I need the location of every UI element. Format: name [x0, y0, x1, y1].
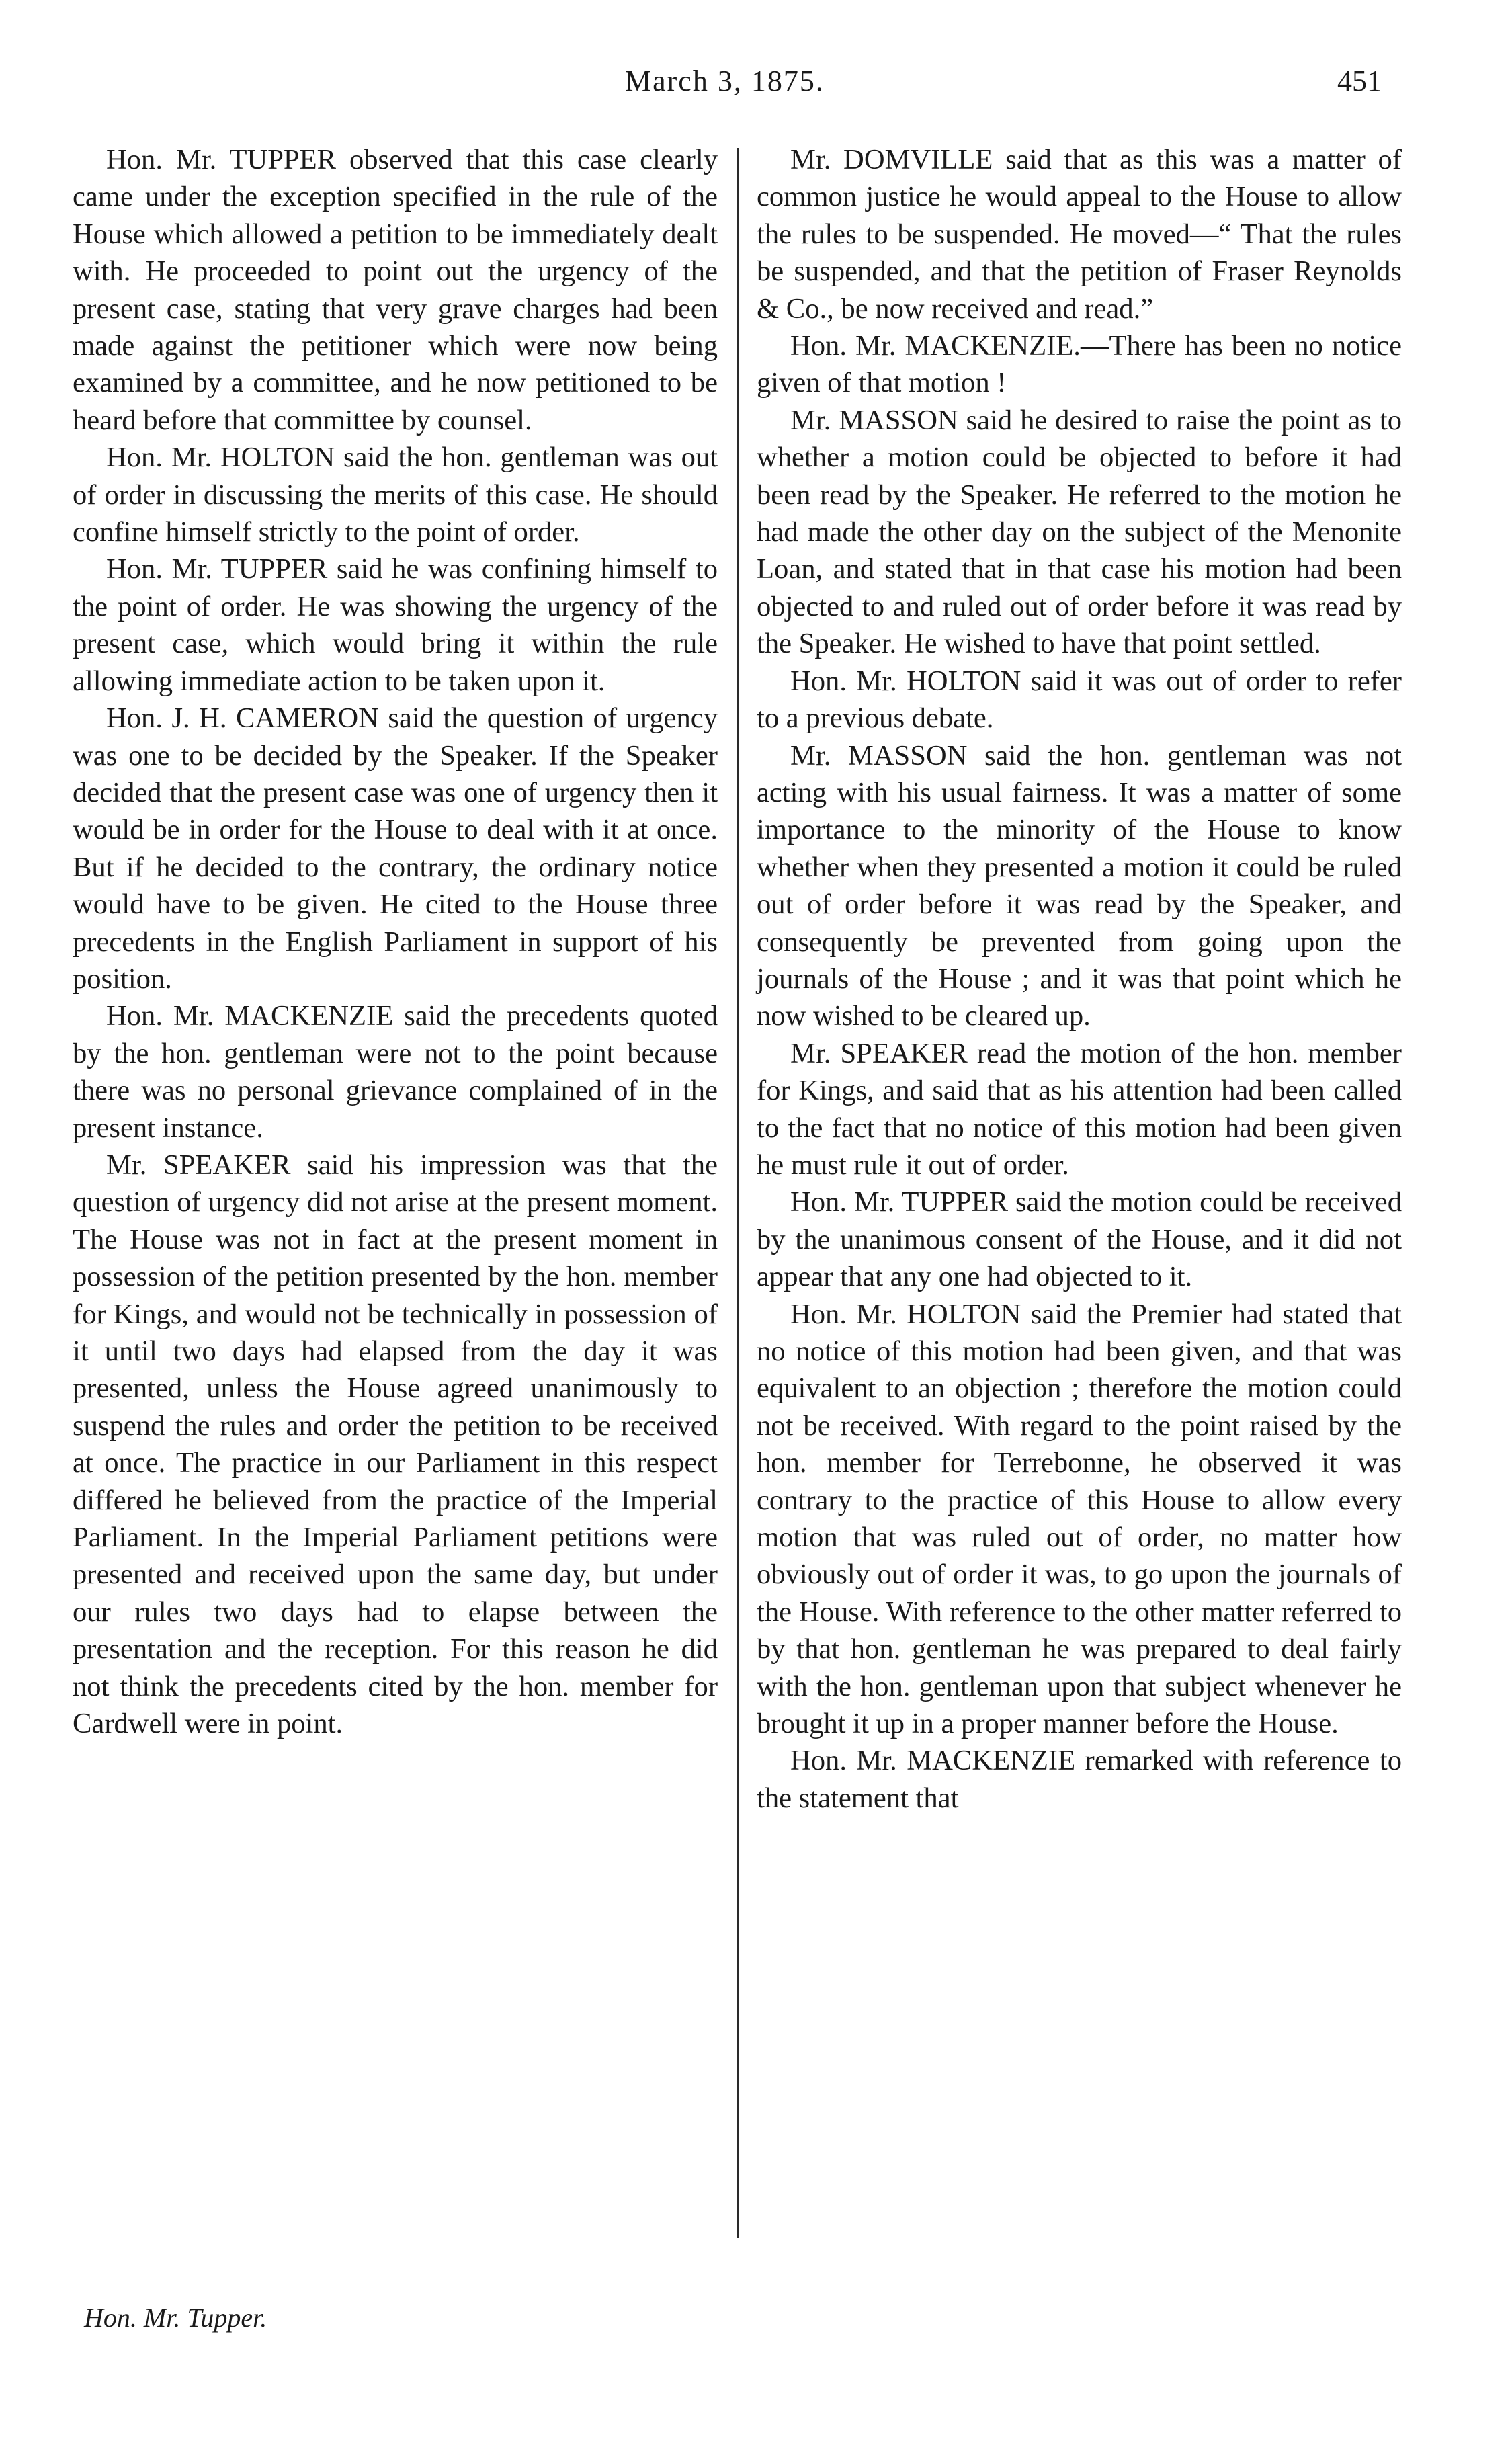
paragraph: Hon. Mr. TUPPER said the motion could be received by the unanimous consent of the House, and it did not appear that any one had objected to it.	[757, 1186, 1402, 1293]
page-number: 451	[1337, 65, 1382, 97]
column-divider	[737, 148, 739, 2238]
paragraph: Hon. Mr. MACKENZIE.—There has been no notice given of that motion !	[757, 330, 1402, 399]
paragraph: Hon. Mr. HOLTON said the Premier had stated that no notice of this motion had been given, and that was equivalent to an objection ; therefore the motion could not be received. With regard to the point raised by the hon. member for Terrebonne, he observed it was contrary to the practice of this House to allow every motion that was ruled out of order, no matter how obviously out of order it was, to go upon the journals of the House. With reference to the other matter referred to by that hon. gentleman he was prepared to deal fairly with the hon. gentleman upon that subject whenever he brought it up in a proper manner before the House.	[757, 1298, 1402, 1740]
paragraph: Hon. Mr. MACKENZIE remarked with reference to the statement that	[757, 1745, 1402, 1814]
paragraph: Mr. MASSON said the hon. gentleman was not acting with his usual fairness. It was a matter of some importance to the minority of the House to know whether when they presented a motion it could be ruled out of order before it was read by the Speaker, and consequently be prevented from going upon the journals of the House ; and it was that point which he now wished to be cleared up.	[757, 739, 1402, 1032]
running-foot: Hon. Mr. Tupper.	[84, 2303, 267, 2333]
paragraph: Hon. Mr. HOLTON said the hon. gentleman was out of order in discussing the merits of this case. He should confine himself strictly to the point of order.	[73, 442, 718, 548]
paragraph: Hon. Mr. HOLTON said it was out of order to refer to a previous debate.	[757, 665, 1402, 735]
paragraph: Mr. SPEAKER said his impression was that the question of urgency did not arise at the present moment. The House was not in fact at the present moment in possession of the petition presented by the hon. member for Kings, and would not be technically in possession of it until two days had elapsed from the day it was presented, unless the House agreed unanimously to suspend the rules and order the petition to be received at once. The practice in our Parliament in this respect differed he believed from the practice of the Imperial Parliament. In the Imperial Parliament petitions were presented and received upon the same day, but under our rules two days had to elapse between the presentation and the reception. For this reason he did not think the precedents cited by the hon. member for Cardwell were in point.	[73, 1149, 718, 1740]
right-column	[757, 141, 1402, 1817]
paragraph: Hon. Mr. TUPPER observed that this case clearly came under the exception specified in the rule of the House which allowed a petition to be immediately dealt with. He proceeded to point out the urgency of the present case, stating that very grave charges had been made against the petitioner which were now being examined by a committee, and he now petitioned to be heard before that committee by counsel.	[73, 144, 718, 436]
paragraph: Mr. DOMVILLE said that as this was a matter of common justice he would appeal to the House to allow the rules to be suspended. He moved—“ That the rules be suspended, and that the petition of Fraser Reynolds & Co., be now received and read.”	[757, 144, 1402, 325]
paragraph: Mr. SPEAKER read the motion of the hon. member for Kings, and said that as his attention had been called to the fact that no notice of this motion had been given he must rule it out of order.	[757, 1037, 1402, 1181]
paragraph: Hon. Mr. MACKENZIE said the precedents quoted by the hon. gentleman were not to the point because there was no personal grievance complained of in the present instance.	[73, 1000, 718, 1144]
paragraph: Hon. J. H. CAMERON said the question of urgency was one to be decided by the Speaker. If the Speaker decided that the present case was one of urgency then it would be in order for the House to deal with it at once. But if he decided to the contrary, the ordinary notice would have to be given. He cited to the House three precedents in the English Parliament in support of his position.	[73, 702, 718, 995]
paragraph: Hon. Mr. TUPPER said he was confining himself to the point of order. He was showing the urgency of the present case, which would bring it within the rule allowing immediate action to be taken upon it.	[73, 553, 718, 697]
paragraph: Mr. MASSON said he desired to raise the point as to whether a motion could be objected to before it had been read by the Speaker. He referred to the motion he had made the other day on the subject of the Menonite Loan, and stated that in that case his motion had been objected to and ruled out of order before it was read by the Speaker. He wished to have that point settled.	[757, 404, 1402, 660]
left-column	[73, 141, 718, 1742]
header-date: March 3, 1875.	[625, 65, 825, 97]
page-header	[0, 64, 1512, 118]
